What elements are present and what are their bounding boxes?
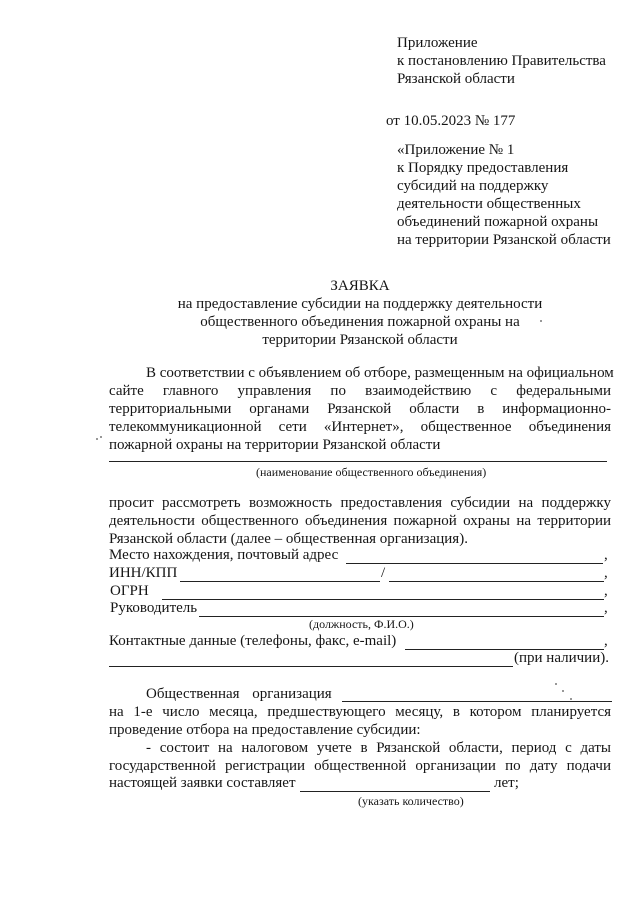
header-line: Рязанской области — [397, 71, 515, 87]
paragraph-intro — [109, 364, 614, 454]
paragraph-line: сайте главного управления по взаимодействию с федеральными — [109, 383, 611, 399]
head-label: Руководитель — [110, 600, 198, 616]
paragraph-line: Рязанской области (далее – общественная организация). — [109, 531, 468, 547]
title-line: общественного объединения пожарной охраны на — [200, 314, 520, 330]
appendix-block — [397, 141, 611, 249]
title-line: территории Рязанской области — [262, 332, 458, 348]
paragraph-request — [109, 494, 611, 548]
years-field[interactable] — [300, 791, 490, 792]
paragraph-org-start: Общественная организация — [146, 686, 332, 702]
head-comma: , — [604, 600, 608, 616]
address-label: Место нахождения, почтовый адрес — [109, 547, 339, 563]
kpp-field[interactable] — [389, 581, 604, 582]
paragraph-line: пожарной охраны на территории Рязанской области — [109, 437, 441, 453]
years-caption: (указать количество) — [358, 794, 464, 808]
contacts-comma: , — [604, 633, 608, 649]
appendix-line: «Приложение № 1 — [397, 142, 515, 158]
paragraph-org — [109, 703, 611, 739]
contacts-field-continued[interactable] — [109, 666, 513, 667]
paragraph-line: проведение отбора на предоставление субсидии: — [109, 722, 421, 738]
ogrn-label: ОГРН — [110, 583, 149, 599]
scan-speck — [570, 698, 572, 700]
org-field[interactable] — [342, 701, 612, 702]
scan-speck — [555, 683, 557, 685]
ogrn-field[interactable] — [162, 599, 604, 600]
scan-speck — [100, 436, 102, 438]
paragraph-line: деятельности общественного объединения пожарной охраны на территории — [109, 513, 611, 529]
inn-kpp-slash: / — [381, 565, 386, 581]
header-block — [397, 34, 606, 88]
appendix-line: объединений пожарной охраны — [397, 214, 599, 230]
resolution-date: от 10.05.2023 № 177 — [386, 113, 516, 129]
address-comma: , — [604, 547, 608, 563]
paragraph-line: территориальными органами Рязанской области в информационно- — [109, 401, 611, 417]
paragraph-line: телекоммуникационной сети «Интернет», общественное объединения — [109, 419, 611, 435]
appendix-line: деятельности общественных — [397, 196, 581, 212]
inn-kpp-label: ИНН/КПП — [109, 565, 178, 581]
scan-speck — [540, 320, 542, 322]
contacts-label: Контактные данные (телефоны, факс, e-mail) — [109, 633, 397, 649]
appendix-line: на территории Рязанской области — [397, 232, 611, 248]
inn-field[interactable] — [180, 581, 380, 582]
document-title — [110, 277, 610, 349]
scan-speck — [562, 690, 564, 692]
title-main: ЗАЯВКА — [330, 278, 390, 294]
address-field[interactable] — [346, 563, 603, 564]
bullet-line: - состоит на налоговом учете в Рязанской области, период с даты — [146, 740, 611, 756]
bullet-line: государственной регистрации общественной организации по дату подачи — [109, 758, 611, 774]
appendix-line: к Порядку предоставления — [397, 160, 569, 176]
ogrn-comma: , — [604, 583, 608, 599]
header-line: Приложение — [397, 35, 478, 51]
head-caption: (должность, Ф.И.О.) — [309, 617, 414, 631]
header-line: к постановлению Правительства — [397, 53, 606, 69]
paragraph-line: просит рассмотреть возможность предоставления субсидии на поддержку — [109, 495, 611, 511]
appendix-line: субсидий на поддержку — [397, 178, 549, 194]
org-name-line[interactable] — [109, 461, 607, 462]
if-any-note: (при наличии). — [514, 650, 609, 666]
inn-kpp-comma: , — [604, 565, 608, 581]
paragraph-line: В соответствии с объявлением об отборе, размещенным на официальном — [146, 365, 614, 381]
org-name-caption: (наименование общественного объединения) — [256, 465, 487, 479]
bullet-last-end: лет; — [494, 775, 519, 791]
title-line: на предоставление субсидии на поддержку деятельности — [177, 296, 543, 312]
paragraph-line: на 1-е число месяца, предшествующего месяцу, в котором планируется — [109, 704, 611, 720]
bullet-tax-registration — [109, 739, 611, 775]
scan-speck — [96, 438, 98, 440]
bullet-last-start: настоящей заявки составляет — [109, 775, 296, 791]
